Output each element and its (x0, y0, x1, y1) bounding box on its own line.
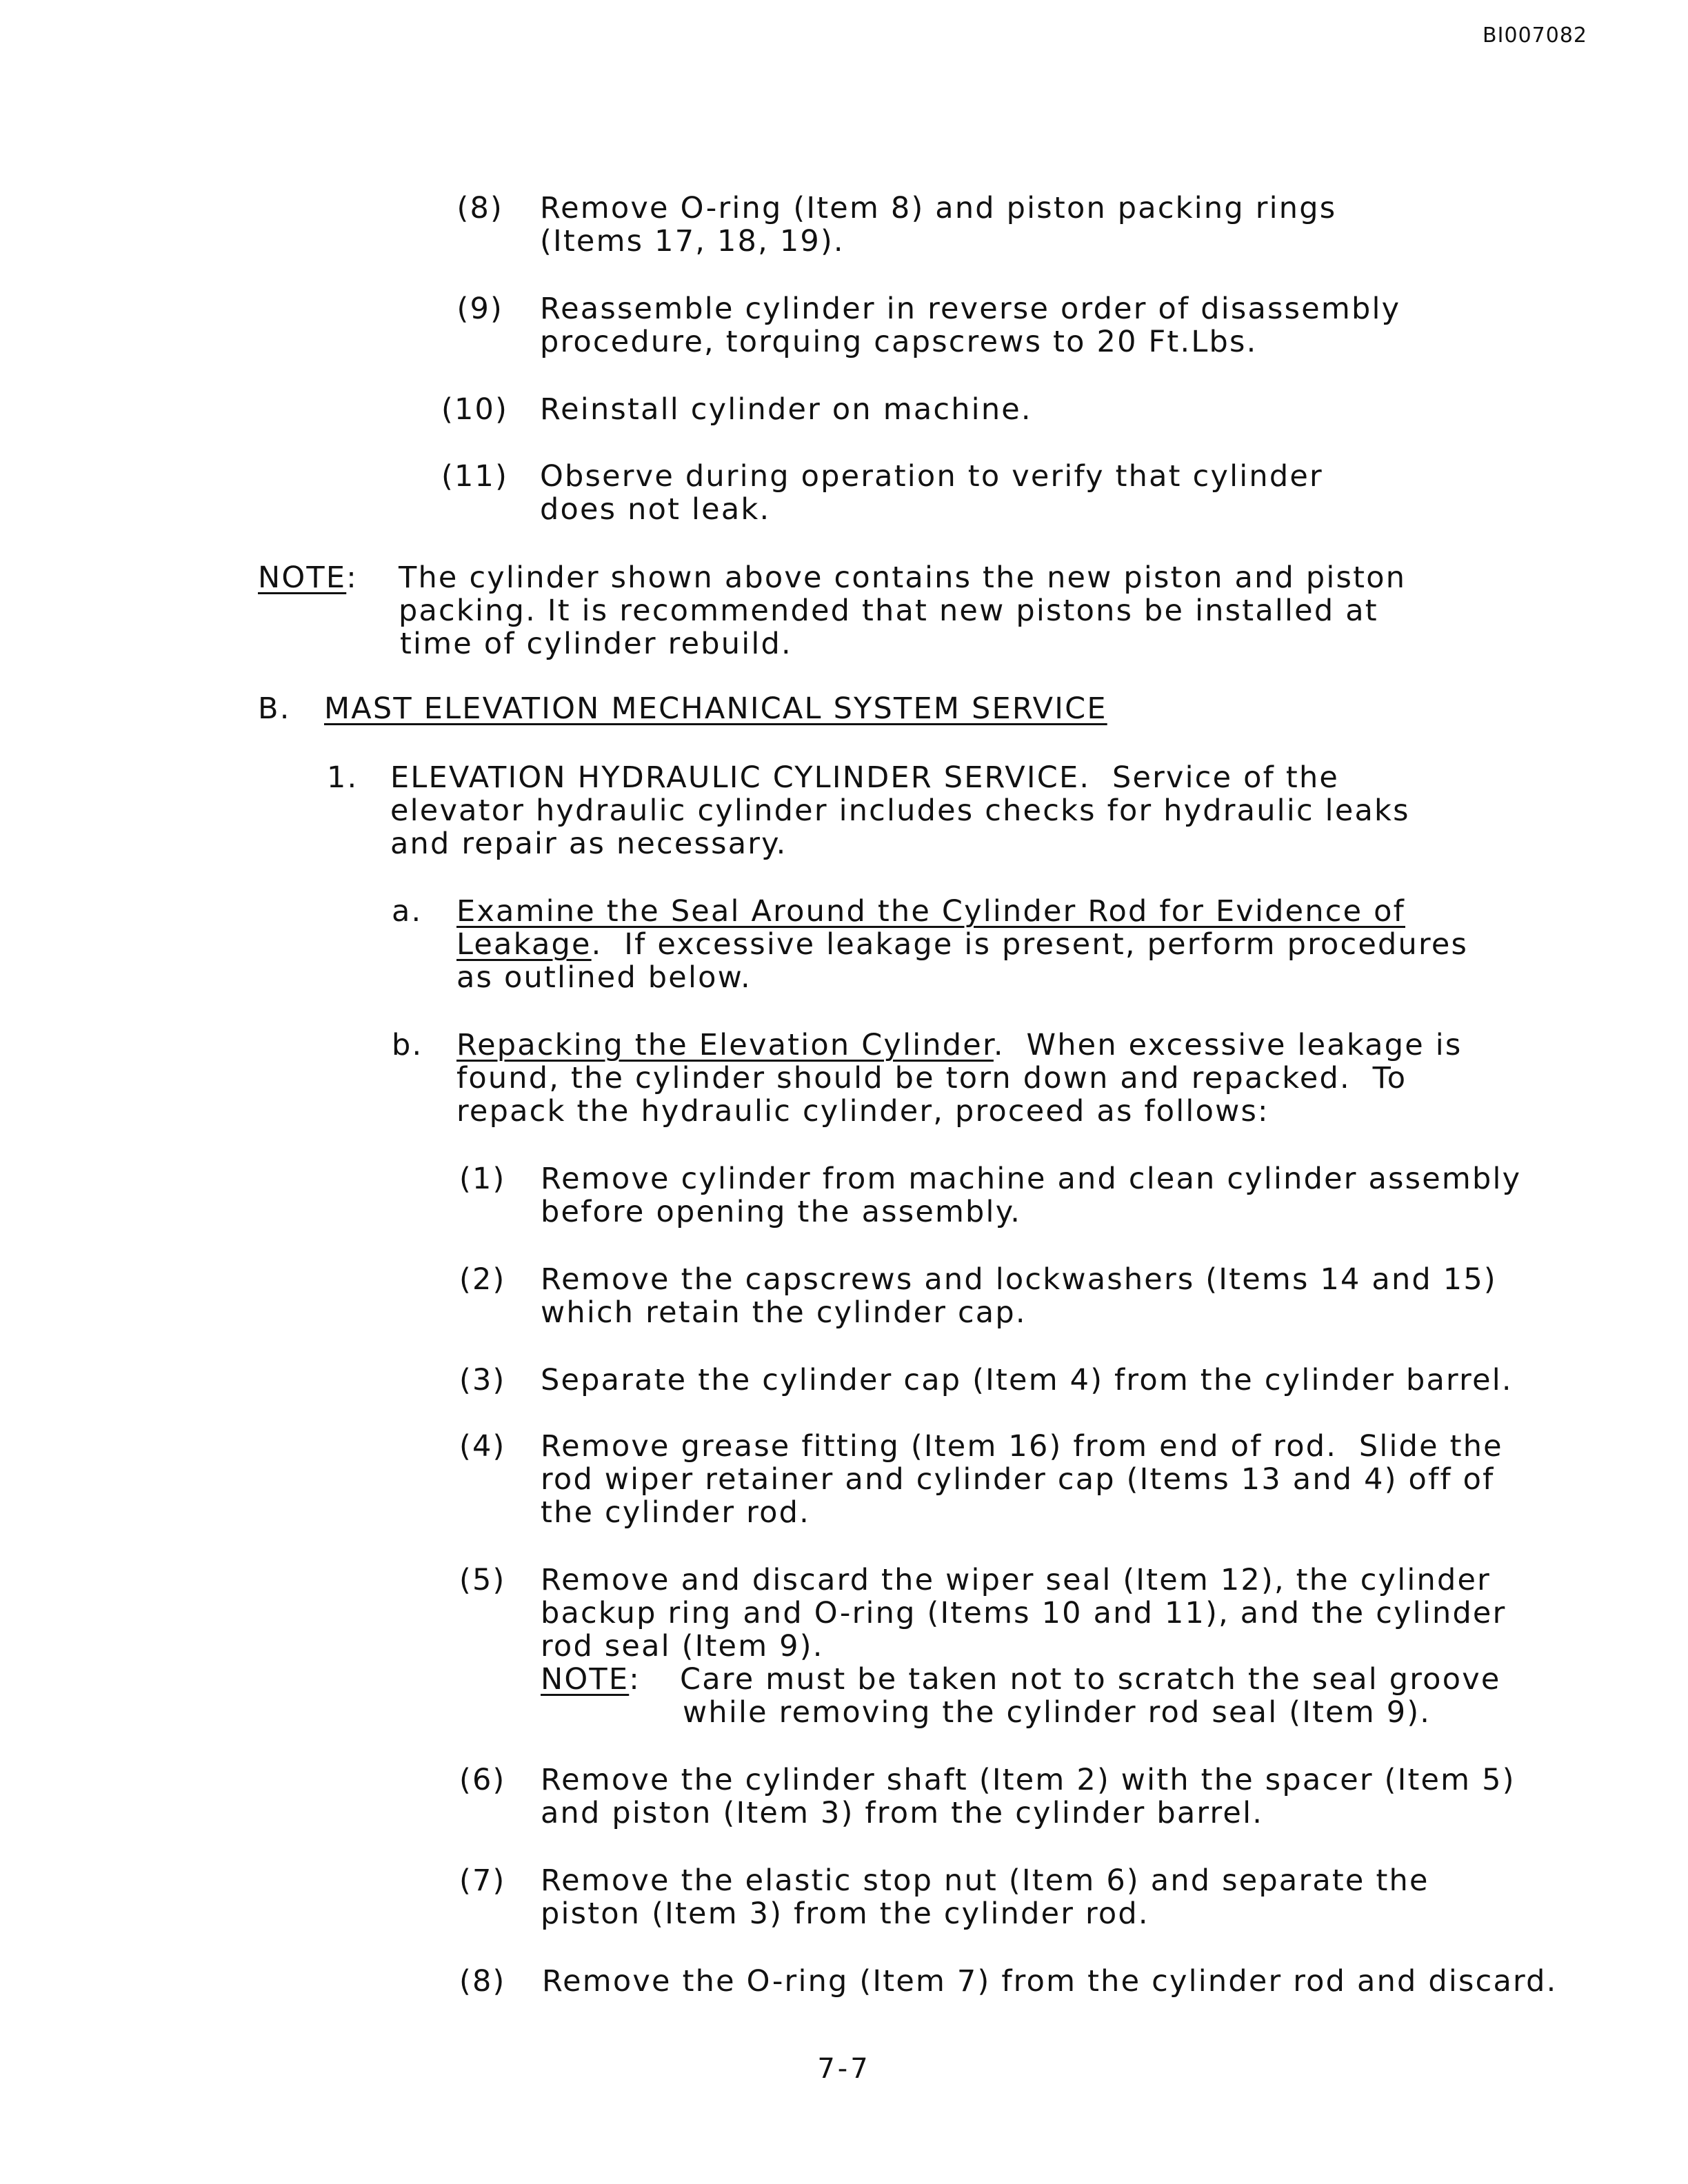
step-line: Remove and discard the wiper seal (Item 12), the cylinder (541, 1563, 1491, 1597)
sub-letter: a. (392, 894, 423, 929)
note-label: NOTE: (258, 560, 358, 595)
note-line: while removing the cylinder rod seal (Item 9). (683, 1695, 1431, 1730)
step-line: and piston (Item 3) from the cylinder barrel. (541, 1796, 1264, 1830)
step-line: rod seal (Item 9). (541, 1629, 824, 1664)
sub-line (456, 1029, 1462, 1062)
item-lead (390, 761, 1339, 794)
step-number: (7) (459, 1863, 506, 1898)
sub-line-rest: . When excessive leakage is (993, 1028, 1463, 1062)
step-number: (11) (441, 459, 509, 494)
step-line: the cylinder rod. (541, 1495, 810, 1530)
step-number: (4) (459, 1429, 506, 1464)
step-line: Remove O-ring (Item 8) and piston packing rings (540, 191, 1337, 225)
step-line: (Items 17, 18, 19). (540, 224, 845, 259)
section-title: MAST ELEVATION MECHANICAL SYSTEM SERVICE (324, 691, 1107, 726)
step-line: Separate the cylinder cap (Item 4) from the cylinder barrel. (541, 1363, 1513, 1397)
note-line: packing. It is recommended that new pistons be installed at (399, 594, 1378, 628)
item-line: elevator hydraulic cylinder includes checks for hydraulic leaks (390, 793, 1410, 828)
sub-line: as outlined below. (456, 960, 752, 995)
sub-line (456, 928, 1468, 961)
sub-title: Examine the Seal Around the Cylinder Rod for Evidence of (456, 894, 1405, 929)
item-number: 1. (327, 760, 359, 795)
note-line: The cylinder shown above contains the new piston and piston (399, 560, 1407, 595)
step-line: Reassemble cylinder in reverse order of disassembly (540, 292, 1401, 326)
step-line: does not leak. (540, 492, 771, 527)
step-line: Remove the cylinder shaft (Item 2) with the spacer (Item 5) (541, 1763, 1516, 1797)
document-id: BI007082 (1483, 23, 1587, 48)
step-line: Remove the elastic stop nut (Item 6) and separate the (541, 1863, 1429, 1898)
step-number: (2) (459, 1262, 506, 1297)
step-line: backup ring and O-ring (Items 10 and 11), and the cylinder (541, 1596, 1507, 1630)
sub-letter: b. (392, 1028, 423, 1062)
step-line: Remove the capscrews and lockwashers (Items 14 and 15) (541, 1262, 1497, 1297)
step-number: (8) (456, 191, 503, 225)
note-line: time of cylinder rebuild. (400, 627, 792, 661)
step-number: (10) (441, 392, 509, 427)
item-line: and repair as necessary. (390, 827, 787, 861)
step-line: piston (Item 3) from the cylinder rod. (541, 1897, 1149, 1931)
step-line: Observe during operation to verify that cylinder (540, 459, 1323, 494)
step-number: (9) (456, 292, 503, 326)
step-line: Remove the O-ring (Item 7) from the cylinder rod and discard. (542, 1964, 1558, 1999)
page-number: 7-7 (817, 2053, 871, 2085)
note-label: NOTE: (541, 1662, 641, 1697)
step-number: (8) (459, 1964, 506, 1999)
sub-line: found, the cylinder should be torn down and repacked. To (456, 1061, 1407, 1095)
step-number: (1) (459, 1162, 506, 1196)
sub-title-cont: Leakage (456, 927, 592, 962)
step-line: procedure, torquing capscrews to 20 Ft.Lbs. (540, 325, 1258, 359)
step-number: (6) (459, 1763, 506, 1797)
step-line: Remove grease fitting (Item 16) from end of rod. Slide the (541, 1429, 1503, 1464)
note-line: Care must be taken not to scratch the seal groove (680, 1662, 1501, 1697)
sub-line-rest: . If excessive leakage is present, perform procedures (591, 927, 1469, 962)
item-title: ELEVATION HYDRAULIC CYLINDER SERVICE. (390, 760, 1091, 795)
step-line: Remove cylinder from machine and clean cylinder assembly (541, 1162, 1522, 1196)
step-line: before opening the assembly. (541, 1195, 1022, 1229)
step-line: rod wiper retainer and cylinder cap (Items 13 and 4) off of (541, 1462, 1495, 1497)
step-line: which retain the cylinder cap. (541, 1295, 1027, 1330)
item-lead-rest: Service of the (1090, 760, 1340, 795)
sub-line: repack the hydraulic cylinder, proceed as follows: (456, 1094, 1269, 1129)
step-number: (3) (459, 1363, 506, 1397)
sub-title: Repacking the Elevation Cylinder (456, 1028, 994, 1062)
section-letter: B. (258, 691, 291, 726)
step-number: (5) (459, 1563, 506, 1597)
step-line: Reinstall cylinder on machine. (540, 392, 1032, 427)
